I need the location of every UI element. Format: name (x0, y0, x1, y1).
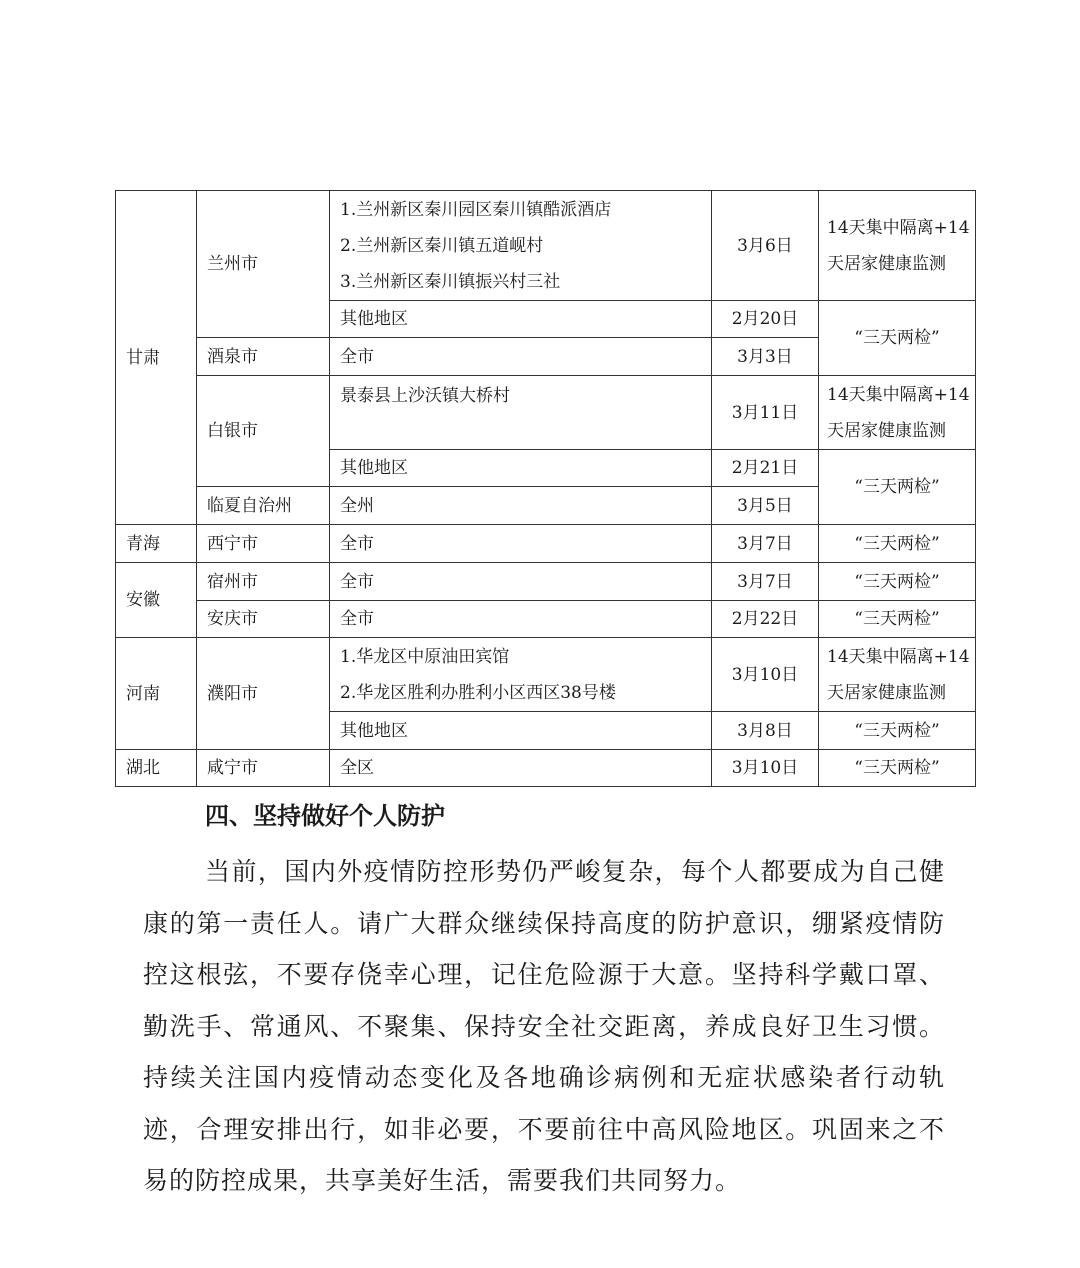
city-cell: 白银市 (197, 376, 330, 487)
province-cell: 甘肃 (116, 191, 197, 525)
area-cell: 全市 (330, 601, 712, 638)
province-cell: 安徽 (116, 563, 197, 638)
province-cell: 湖北 (116, 750, 197, 787)
measure-cell (819, 191, 976, 301)
section-heading: 四、坚持做好个人防护 (205, 802, 445, 830)
date-cell: 3月10日 (712, 638, 819, 712)
city-cell: 酒泉市 (197, 338, 330, 376)
city-cell: 兰州市 (197, 191, 330, 338)
area-cell (330, 191, 712, 301)
city-cell: 临夏自治州 (197, 487, 330, 525)
area-cell: 其他地区 (330, 712, 712, 750)
date-cell: 3月11日 (712, 376, 819, 450)
date-cell: 3月3日 (712, 338, 819, 376)
city-cell: 濮阳市 (197, 638, 330, 750)
measure-cell: “三天两检” (819, 563, 976, 601)
measure-line: 14天集中隔离+14 (827, 384, 970, 405)
area-cell: 全市 (330, 338, 712, 376)
province-cell: 青海 (116, 525, 197, 563)
risk-area-table-continued (115, 524, 976, 787)
measure-cell (819, 376, 976, 450)
measure-line: 天居家健康监测 (827, 420, 946, 441)
measure-line: 14天集中隔离+14 (827, 646, 970, 667)
measure-cell: “三天两检” (819, 601, 976, 638)
date-cell: 3月5日 (712, 487, 819, 525)
date-cell: 3月10日 (712, 750, 819, 787)
date-cell: 3月6日 (712, 191, 819, 301)
area-line: 1.华龙区中原油田宾馆 (340, 646, 510, 667)
measure-cell: “三天两检” (819, 750, 976, 787)
date-cell: 3月7日 (712, 525, 819, 563)
measure-line: 14天集中隔离+14 (827, 217, 970, 238)
date-cell: 2月22日 (712, 601, 819, 638)
area-line: 2.兰州新区秦川镇五道岘村 (340, 235, 544, 256)
table-row (116, 191, 976, 301)
area-cell: 其他地区 (330, 450, 712, 487)
table-row (116, 750, 976, 787)
city-cell: 西宁市 (197, 525, 330, 563)
area-line: 1.兰州新区秦川园区秦川镇酷派酒店 (340, 199, 612, 220)
measure-cell: “三天两检” (819, 525, 976, 563)
area-cell: 全市 (330, 525, 712, 563)
measure-line: 天居家健康监测 (827, 682, 946, 703)
risk-area-table (115, 190, 976, 525)
city-cell: 安庆市 (197, 601, 330, 638)
area-line: 3.兰州新区秦川镇振兴村三社 (340, 271, 561, 292)
table-row (116, 638, 976, 712)
area-cell: 景泰县上沙沃镇大桥村 (330, 376, 712, 450)
measure-cell: “三天两检” (819, 712, 976, 750)
table-row (116, 563, 976, 601)
date-cell: 3月8日 (712, 712, 819, 750)
area-line: 2.华龙区胜利办胜利小区西区38号楼 (340, 682, 616, 703)
area-cell: 全州 (330, 487, 712, 525)
table-row (116, 601, 976, 638)
measure-cell (819, 638, 976, 712)
city-cell: 宿州市 (197, 563, 330, 601)
area-cell: 全区 (330, 750, 712, 787)
table-row (116, 376, 976, 450)
measure-cell: “三天两检” (819, 301, 976, 376)
table-row (116, 525, 976, 563)
area-cell: 其他地区 (330, 301, 712, 338)
city-cell: 咸宁市 (197, 750, 330, 787)
date-cell: 2月21日 (712, 450, 819, 487)
area-cell: 全市 (330, 563, 712, 601)
date-cell: 2月20日 (712, 301, 819, 338)
province-cell: 河南 (116, 638, 197, 750)
date-cell: 3月7日 (712, 563, 819, 601)
area-cell (330, 638, 712, 712)
measure-line: 天居家健康监测 (827, 253, 946, 274)
measure-cell: “三天两检” (819, 450, 976, 525)
body-paragraph: 当前，国内外疫情防控形势仍严峻复杂，每个人都要成为自己健康的第一责任人。请广大群众继续保持高度的防护意识，绷紧疫情防控这根弦，不要存侥幸心理，记住危险源于大意。坚持科学戴口罩、勤洗手、常通风、不聚集、保持安全社交距离，养成良好卫生习惯。持续关注国内疫情动态变化及各地确诊病例和无症状感染者行动轨迹，合理安排出行，如非必要，不要前往中高风险地区。巩固来之不易的防控成果，共享美好生活，需要我们共同努力。 (143, 857, 945, 1195)
